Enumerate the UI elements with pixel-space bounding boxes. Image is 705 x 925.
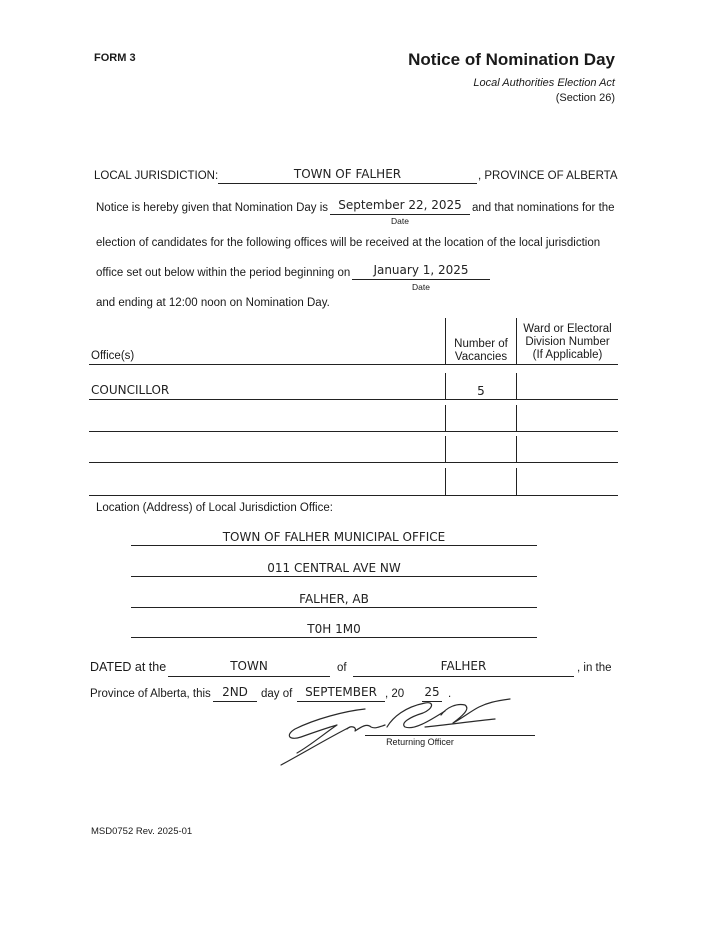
place-name[interactable]: FALHER xyxy=(440,659,487,673)
dated-suffix: , in the xyxy=(577,662,612,674)
col-header-office: Office(s) xyxy=(91,350,135,362)
signature-line xyxy=(365,735,535,736)
signature xyxy=(275,697,535,767)
col-separator xyxy=(516,318,517,365)
row-rule xyxy=(89,399,618,400)
col-separator xyxy=(516,405,517,431)
col-separator xyxy=(445,373,446,399)
page-title: Notice of Nomination Day xyxy=(408,50,615,69)
row-office[interactable]: COUNCILLOR xyxy=(91,383,170,397)
col-header-ward-line2: Division Number xyxy=(525,336,610,348)
notice-line3-prefix: office set out below within the period beginning on xyxy=(96,267,351,279)
form-code: MSD0752 Rev. 2025-01 xyxy=(91,826,193,837)
period-start-date[interactable]: January 1, 2025 xyxy=(373,263,469,277)
col-separator xyxy=(445,318,446,365)
jurisdiction-value[interactable]: TOWN OF FALHER xyxy=(293,167,402,181)
place-name-underline xyxy=(353,676,574,677)
address-line-1[interactable]: TOWN OF FALHER MUNICIPAL OFFICE xyxy=(222,530,446,544)
address-underline xyxy=(131,607,537,608)
notice-line1-suffix: and that nominations for the xyxy=(472,202,615,214)
col-header-ward-line3: (If Applicable) xyxy=(532,349,603,361)
dated-day-of: day of xyxy=(261,688,293,700)
address-line-2[interactable]: 011 CENTRAL AVE NW xyxy=(267,561,401,575)
row-rule xyxy=(89,462,618,463)
col-separator xyxy=(516,373,517,399)
row-rule xyxy=(89,431,618,432)
dated-day[interactable]: 2ND xyxy=(222,685,248,699)
row-vacancies[interactable]: 5 xyxy=(477,384,485,398)
dated-month[interactable]: SEPTEMBER xyxy=(305,685,377,699)
notice-line4: and ending at 12:00 noon on Nomination Day. xyxy=(96,297,330,309)
row-rule xyxy=(89,495,618,496)
location-label: Location (Address) of Local Jurisdiction Office: xyxy=(96,502,333,514)
notice-line2: election of candidates for the following offices will be received at the location of the local jurisdiction xyxy=(96,237,601,249)
col-header-ward-line1: Ward or Electoral xyxy=(523,323,612,335)
dated-line2-prefix: Province of Alberta, this xyxy=(90,688,211,700)
col-header-vacancies-line1: Number of xyxy=(454,338,508,350)
col-header-vacancies-line2: Vacancies xyxy=(454,351,508,363)
signature-caption: Returning Officer xyxy=(386,737,454,747)
col-separator xyxy=(445,468,446,495)
jurisdiction-label: LOCAL JURISDICTION: xyxy=(94,170,219,182)
dated-prefix: DATED at the xyxy=(90,660,167,674)
address-line-3[interactable]: FALHER, AB xyxy=(299,592,369,606)
province-suffix: , PROVINCE OF ALBERTA xyxy=(478,170,618,182)
place-type[interactable]: TOWN xyxy=(230,659,268,673)
col-separator xyxy=(516,468,517,495)
col-separator xyxy=(516,436,517,462)
address-line-4[interactable]: T0H 1M0 xyxy=(307,622,361,636)
notice-line1-prefix: Notice is hereby given that Nomination Day is xyxy=(96,202,329,214)
day-underline xyxy=(213,701,257,702)
table-header-rule xyxy=(89,364,618,365)
col-header-vacancies xyxy=(446,338,516,364)
dated-period: . xyxy=(448,688,452,700)
dated-of: of xyxy=(337,662,347,674)
dated-year-prefix: , 20 xyxy=(385,688,405,700)
address-underline xyxy=(131,576,537,577)
nomination-date-caption: Date xyxy=(391,216,409,226)
col-separator xyxy=(445,436,446,462)
act-section: (Section 26) xyxy=(555,92,615,104)
address-underline xyxy=(131,637,537,638)
act-name: Local Authorities Election Act xyxy=(473,77,615,89)
nomination-date-underline xyxy=(330,214,470,215)
form-number: FORM 3 xyxy=(94,52,136,64)
place-type-underline xyxy=(168,676,330,677)
period-start-underline xyxy=(352,279,490,280)
col-separator xyxy=(445,405,446,431)
nomination-date[interactable]: September 22, 2025 xyxy=(338,198,462,212)
jurisdiction-underline xyxy=(218,183,477,184)
period-start-caption: Date xyxy=(412,282,430,292)
address-underline xyxy=(131,545,537,546)
col-header-ward xyxy=(517,323,618,362)
dated-year[interactable]: 25 xyxy=(424,685,440,699)
